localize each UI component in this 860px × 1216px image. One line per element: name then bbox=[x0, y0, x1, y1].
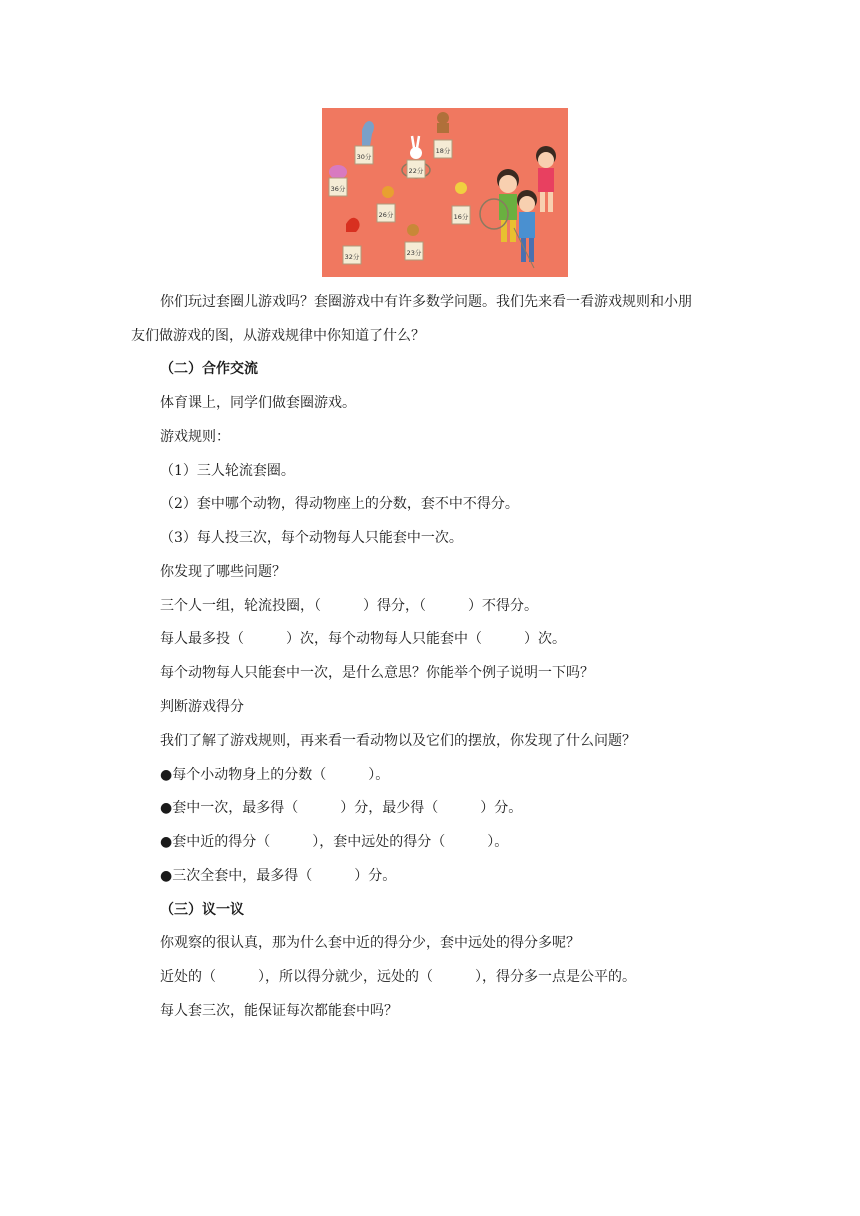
animal-box-36 bbox=[329, 165, 347, 196]
bullet-item: ●三次全套中，最多得（ ）分。 bbox=[160, 868, 397, 884]
bullet-item: ●套中一次，最多得（ ）分，最少得（ ）分。 bbox=[160, 800, 523, 816]
box-score: 30分 bbox=[356, 153, 372, 161]
box-score: 26分 bbox=[378, 211, 394, 219]
text-line: 游戏规则： bbox=[160, 429, 230, 445]
duck-icon bbox=[455, 182, 467, 194]
ring-toss-illustration bbox=[322, 108, 568, 277]
box-score: 22分 bbox=[408, 167, 424, 175]
section-heading-3: （三）议一议 bbox=[160, 902, 244, 918]
intro-paragraph-line2: 友们做游戏的图，从游戏规律中你知道了什么？ bbox=[131, 328, 425, 344]
ring-toss-svg bbox=[322, 108, 568, 277]
rule-item-3: （3）每人投三次，每个动物每人只能套中一次。 bbox=[160, 530, 463, 546]
monkey-icon bbox=[407, 224, 419, 236]
fill-blank-line: 三个人一组，轮流投圈，（ ）得分，（ ）不得分。 bbox=[160, 598, 538, 614]
box-score: 18分 bbox=[435, 147, 451, 155]
bear-icon bbox=[437, 112, 449, 124]
section-heading-2: （二）合作交流 bbox=[160, 361, 258, 377]
fill-blank-line: 近处的（ ），所以得分就少，远处的（ ），得分多一点是公平的。 bbox=[160, 969, 636, 985]
question-line: 我们了解了游戏规则，再来看一看动物以及它们的摆放，你发现了什么问题？ bbox=[160, 733, 636, 749]
elephant-icon bbox=[329, 165, 347, 179]
box-score: 23分 bbox=[406, 249, 422, 257]
text-line: 体育课上，同学们做套圈游戏。 bbox=[160, 395, 356, 411]
rule-item-1: （1）三人轮流套圈。 bbox=[160, 463, 295, 479]
bullet-item: ●套中近的得分（ ），套中远处的得分（ ）。 bbox=[160, 834, 509, 850]
rabbit-icon bbox=[410, 147, 422, 159]
bullet-item: ●每个小动物身上的分数（ ）。 bbox=[160, 767, 390, 783]
cat-icon bbox=[382, 186, 394, 198]
fill-blank-line: 每人最多投（ ）次，每个动物每人只能套中（ ）次。 bbox=[160, 631, 566, 647]
box-score: 32分 bbox=[344, 253, 360, 261]
discussion-line: 你观察的很认真，那为什么套中近的得分少，套中远处的得分多呢？ bbox=[160, 935, 580, 951]
intro-paragraph-line1: 你们玩过套圈儿游戏吗？套圈游戏中有许多数学问题。我们先来看一看游戏规则和小朋 bbox=[160, 294, 692, 310]
box-score: 16分 bbox=[453, 213, 469, 221]
discussion-line: 每人套三次，能保证每次都能套中吗？ bbox=[160, 1003, 398, 1019]
box-score: 36分 bbox=[330, 185, 346, 193]
subheading-line: 判断游戏得分 bbox=[160, 699, 244, 715]
rule-item-2: （2）套中哪个动物，得动物座上的分数，套不中不得分。 bbox=[160, 496, 519, 512]
question-line: 每个动物每人只能套中一次，是什么意思？你能举个例子说明一下吗？ bbox=[160, 665, 594, 681]
question-line: 你发现了哪些问题？ bbox=[160, 564, 286, 580]
